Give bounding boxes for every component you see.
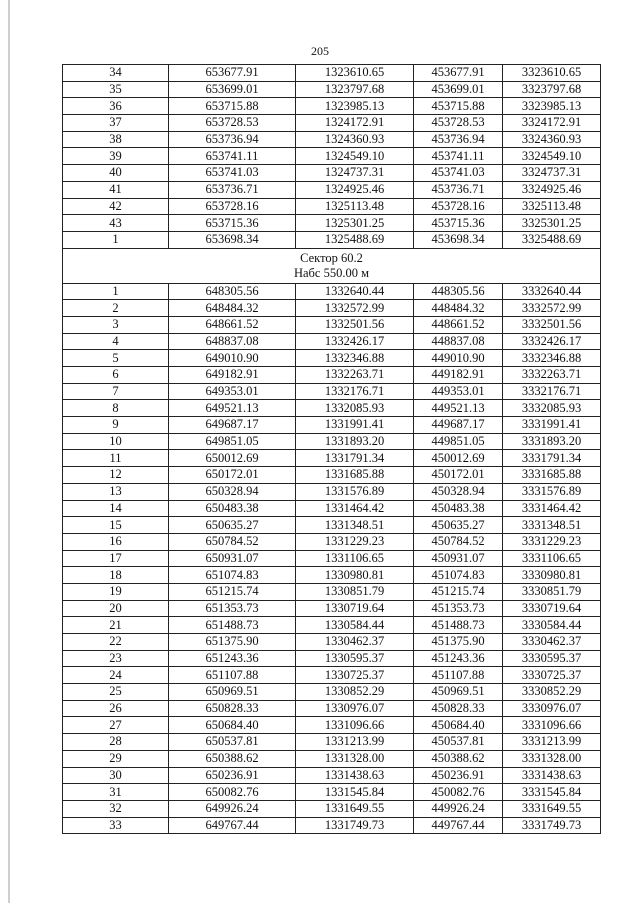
table-row: [63, 634, 601, 651]
point-number-cell: 30: [63, 767, 169, 784]
y-local-cell: 3331096.66: [503, 717, 601, 734]
y-coord-cell: 1324925.46: [296, 181, 414, 198]
point-number-cell: 1: [63, 283, 169, 300]
x-coord-cell: 649182.91: [169, 367, 296, 384]
x-local-cell: 453715.88: [414, 98, 503, 115]
point-number-cell: 18: [63, 567, 169, 584]
point-number-cell: 42: [63, 198, 169, 215]
x-coord-cell: 648837.08: [169, 333, 296, 350]
x-local-cell: 450537.81: [414, 734, 503, 751]
point-number-cell: 31: [63, 784, 169, 801]
x-coord-cell: 649521.13: [169, 400, 296, 417]
table-row: [63, 433, 601, 450]
y-local-cell: 3325488.69: [503, 231, 601, 248]
x-local-cell: 453728.16: [414, 198, 503, 215]
y-coord-cell: 1331438.63: [296, 767, 414, 784]
table-row: [63, 667, 601, 684]
x-local-cell: 450236.91: [414, 767, 503, 784]
table-row: [63, 81, 601, 98]
table-row: [63, 467, 601, 484]
x-local-cell: 449353.01: [414, 383, 503, 400]
point-number-cell: 6: [63, 367, 169, 384]
y-local-cell: 3324925.46: [503, 181, 601, 198]
point-number-cell: 7: [63, 383, 169, 400]
y-local-cell: 3330719.64: [503, 600, 601, 617]
point-number-cell: 13: [63, 483, 169, 500]
point-number-cell: 21: [63, 617, 169, 634]
table-row: [63, 533, 601, 550]
x-local-cell: 453741.11: [414, 148, 503, 165]
x-coord-cell: 649353.01: [169, 383, 296, 400]
sector-subtitle: Набс 550.00 м: [293, 265, 370, 280]
table-row: [63, 400, 601, 417]
point-number-cell: 15: [63, 517, 169, 534]
table-row: [63, 215, 601, 232]
table-row: [63, 115, 601, 132]
x-local-cell: 448661.52: [414, 316, 503, 333]
x-coord-cell: 650388.62: [169, 750, 296, 767]
x-coord-cell: 653728.16: [169, 198, 296, 215]
x-coord-cell: 649010.90: [169, 350, 296, 367]
y-coord-cell: 1332176.71: [296, 383, 414, 400]
point-number-cell: 43: [63, 215, 169, 232]
y-local-cell: 3325113.48: [503, 198, 601, 215]
point-number-cell: 11: [63, 450, 169, 467]
y-local-cell: 3330595.37: [503, 650, 601, 667]
y-local-cell: 3331213.99: [503, 734, 601, 751]
y-coord-cell: 1323985.13: [296, 98, 414, 115]
x-coord-cell: 649851.05: [169, 433, 296, 450]
y-coord-cell: 1331096.66: [296, 717, 414, 734]
y-local-cell: 3331438.63: [503, 767, 601, 784]
x-coord-cell: 649687.17: [169, 417, 296, 434]
y-coord-cell: 1332085.93: [296, 400, 414, 417]
y-local-cell: 3331106.65: [503, 550, 601, 567]
sector-row: [63, 248, 601, 283]
sector-cell: [63, 248, 601, 283]
point-number-cell: 10: [63, 433, 169, 450]
y-local-cell: 3330851.79: [503, 583, 601, 600]
x-local-cell: 449182.91: [414, 367, 503, 384]
point-number-cell: 28: [63, 734, 169, 751]
x-local-cell: 450969.51: [414, 684, 503, 701]
point-number-cell: 3: [63, 316, 169, 333]
y-local-cell: 3331991.41: [503, 417, 601, 434]
y-coord-cell: 1323610.65: [296, 65, 414, 82]
x-local-cell: 451107.88: [414, 667, 503, 684]
x-coord-cell: 653728.53: [169, 115, 296, 132]
x-coord-cell: 650537.81: [169, 734, 296, 751]
y-local-cell: 3324549.10: [503, 148, 601, 165]
point-number-cell: 36: [63, 98, 169, 115]
x-coord-cell: 653715.88: [169, 98, 296, 115]
table-row: [63, 98, 601, 115]
y-local-cell: 3331893.20: [503, 433, 601, 450]
x-local-cell: 449687.17: [414, 417, 503, 434]
y-coord-cell: 1331649.55: [296, 800, 414, 817]
x-local-cell: 451375.90: [414, 634, 503, 651]
point-number-cell: 23: [63, 650, 169, 667]
point-number-cell: 39: [63, 148, 169, 165]
table-row: [63, 483, 601, 500]
x-coord-cell: 648661.52: [169, 316, 296, 333]
y-coord-cell: 1330851.79: [296, 583, 414, 600]
point-number-cell: 37: [63, 115, 169, 132]
y-coord-cell: 1332572.99: [296, 300, 414, 317]
x-local-cell: 453736.94: [414, 131, 503, 148]
x-coord-cell: 653715.36: [169, 215, 296, 232]
y-coord-cell: 1330595.37: [296, 650, 414, 667]
y-coord-cell: 1324172.91: [296, 115, 414, 132]
y-local-cell: 3323610.65: [503, 65, 601, 82]
x-local-cell: 450082.76: [414, 784, 503, 801]
y-local-cell: 3330462.37: [503, 634, 601, 651]
x-local-cell: 449521.13: [414, 400, 503, 417]
point-number-cell: 29: [63, 750, 169, 767]
point-number-cell: 22: [63, 634, 169, 651]
table-row: [63, 350, 601, 367]
x-coord-cell: 653736.94: [169, 131, 296, 148]
table-row: [63, 583, 601, 600]
x-coord-cell: 651215.74: [169, 583, 296, 600]
y-coord-cell: 1331576.89: [296, 483, 414, 500]
y-coord-cell: 1331545.84: [296, 784, 414, 801]
y-local-cell: 3331791.34: [503, 450, 601, 467]
point-number-cell: 14: [63, 500, 169, 517]
x-local-cell: 453741.03: [414, 165, 503, 182]
y-coord-cell: 1332640.44: [296, 283, 414, 300]
y-local-cell: 3330980.81: [503, 567, 601, 584]
table-row: [63, 231, 601, 248]
y-local-cell: 3332640.44: [503, 283, 601, 300]
point-number-cell: 34: [63, 65, 169, 82]
x-local-cell: 451074.83: [414, 567, 503, 584]
point-number-cell: 16: [63, 533, 169, 550]
x-coord-cell: 653677.91: [169, 65, 296, 82]
y-local-cell: 3331576.89: [503, 483, 601, 500]
x-local-cell: 453698.34: [414, 231, 503, 248]
table-row: [63, 550, 601, 567]
table-row: [63, 450, 601, 467]
coordinates-table: [62, 64, 601, 834]
y-coord-cell: 1330719.64: [296, 600, 414, 617]
x-local-cell: 450635.27: [414, 517, 503, 534]
point-number-cell: 8: [63, 400, 169, 417]
table-row: [63, 650, 601, 667]
y-local-cell: 3325301.25: [503, 215, 601, 232]
x-local-cell: 450172.01: [414, 467, 503, 484]
y-coord-cell: 1325113.48: [296, 198, 414, 215]
x-local-cell: 451243.36: [414, 650, 503, 667]
y-local-cell: 3332501.56: [503, 316, 601, 333]
x-coord-cell: 650828.33: [169, 700, 296, 717]
x-coord-cell: 653698.34: [169, 231, 296, 248]
table-row: [63, 65, 601, 82]
y-coord-cell: 1332426.17: [296, 333, 414, 350]
y-local-cell: 3331749.73: [503, 817, 601, 834]
x-coord-cell: 651488.73: [169, 617, 296, 634]
point-number-cell: 12: [63, 467, 169, 484]
x-local-cell: 449851.05: [414, 433, 503, 450]
x-coord-cell: 651353.73: [169, 600, 296, 617]
y-local-cell: 3331229.23: [503, 533, 601, 550]
y-local-cell: 3332572.99: [503, 300, 601, 317]
x-coord-cell: 648305.56: [169, 283, 296, 300]
x-local-cell: 450684.40: [414, 717, 503, 734]
x-local-cell: 448837.08: [414, 333, 503, 350]
table-row: [63, 333, 601, 350]
point-number-cell: 24: [63, 667, 169, 684]
table-row: [63, 500, 601, 517]
y-local-cell: 3331464.42: [503, 500, 601, 517]
x-local-cell: 448305.56: [414, 283, 503, 300]
x-local-cell: 451488.73: [414, 617, 503, 634]
x-coord-cell: 651107.88: [169, 667, 296, 684]
y-coord-cell: 1331106.65: [296, 550, 414, 567]
table-row: [63, 198, 601, 215]
point-number-cell: 1: [63, 231, 169, 248]
table-row: [63, 717, 601, 734]
y-coord-cell: 1325488.69: [296, 231, 414, 248]
y-coord-cell: 1331464.42: [296, 500, 414, 517]
x-local-cell: 450328.94: [414, 483, 503, 500]
x-local-cell: 450784.52: [414, 533, 503, 550]
y-local-cell: 3331685.88: [503, 467, 601, 484]
y-coord-cell: 1331749.73: [296, 817, 414, 834]
y-coord-cell: 1332501.56: [296, 316, 414, 333]
x-local-cell: 449767.44: [414, 817, 503, 834]
y-coord-cell: 1324737.31: [296, 165, 414, 182]
table-body-bottom: [63, 283, 601, 834]
table-body-top: [63, 65, 601, 249]
point-number-cell: 19: [63, 583, 169, 600]
x-coord-cell: 650012.69: [169, 450, 296, 467]
table-row: [63, 131, 601, 148]
x-local-cell: 453715.36: [414, 215, 503, 232]
x-local-cell: 449926.24: [414, 800, 503, 817]
y-coord-cell: 1325301.25: [296, 215, 414, 232]
y-coord-cell: 1331213.99: [296, 734, 414, 751]
table-row: [63, 517, 601, 534]
sector-header: [63, 248, 601, 283]
y-coord-cell: 1331893.20: [296, 433, 414, 450]
y-coord-cell: 1331229.23: [296, 533, 414, 550]
x-local-cell: 453699.01: [414, 81, 503, 98]
table-row: [63, 800, 601, 817]
sector-title: Сектор 60.2: [300, 250, 363, 265]
point-number-cell: 17: [63, 550, 169, 567]
x-coord-cell: 653699.01: [169, 81, 296, 98]
table-row: [63, 165, 601, 182]
y-local-cell: 3330725.37: [503, 667, 601, 684]
y-coord-cell: 1332346.88: [296, 350, 414, 367]
y-coord-cell: 1330852.29: [296, 684, 414, 701]
x-coord-cell: 649767.44: [169, 817, 296, 834]
point-number-cell: 32: [63, 800, 169, 817]
table-row: [63, 700, 601, 717]
y-coord-cell: 1331991.41: [296, 417, 414, 434]
table-row: [63, 617, 601, 634]
table-row: [63, 367, 601, 384]
point-number-cell: 20: [63, 600, 169, 617]
y-local-cell: 3330852.29: [503, 684, 601, 701]
y-coord-cell: 1324549.10: [296, 148, 414, 165]
y-local-cell: 3323985.13: [503, 98, 601, 115]
table-row: [63, 784, 601, 801]
y-local-cell: 3331649.55: [503, 800, 601, 817]
x-coord-cell: 650931.07: [169, 550, 296, 567]
x-local-cell: 451353.73: [414, 600, 503, 617]
x-coord-cell: 651375.90: [169, 634, 296, 651]
y-coord-cell: 1331791.34: [296, 450, 414, 467]
y-coord-cell: 1332263.71: [296, 367, 414, 384]
table-row: [63, 417, 601, 434]
y-local-cell: 3323797.68: [503, 81, 601, 98]
y-coord-cell: 1324360.93: [296, 131, 414, 148]
table-row: [63, 767, 601, 784]
y-local-cell: 3330584.44: [503, 617, 601, 634]
x-local-cell: 451215.74: [414, 583, 503, 600]
table-row: [63, 817, 601, 834]
scan-edge-mark: [8, 0, 10, 903]
x-local-cell: 448484.32: [414, 300, 503, 317]
x-local-cell: 453736.71: [414, 181, 503, 198]
table-row: [63, 383, 601, 400]
table-row: [63, 684, 601, 701]
point-number-cell: 27: [63, 717, 169, 734]
y-local-cell: 3331545.84: [503, 784, 601, 801]
x-coord-cell: 651074.83: [169, 567, 296, 584]
x-local-cell: 450388.62: [414, 750, 503, 767]
point-number-cell: 9: [63, 417, 169, 434]
table-row: [63, 567, 601, 584]
y-local-cell: 3332176.71: [503, 383, 601, 400]
table-row: [63, 750, 601, 767]
y-local-cell: 3332085.93: [503, 400, 601, 417]
y-local-cell: 3331328.00: [503, 750, 601, 767]
x-coord-cell: 650483.38: [169, 500, 296, 517]
y-local-cell: 3324172.91: [503, 115, 601, 132]
table-row: [63, 283, 601, 300]
x-coord-cell: 650082.76: [169, 784, 296, 801]
x-coord-cell: 650784.52: [169, 533, 296, 550]
y-coord-cell: 1330980.81: [296, 567, 414, 584]
x-local-cell: 453728.53: [414, 115, 503, 132]
x-coord-cell: 651243.36: [169, 650, 296, 667]
y-coord-cell: 1330584.44: [296, 617, 414, 634]
y-local-cell: 3324360.93: [503, 131, 601, 148]
y-coord-cell: 1331685.88: [296, 467, 414, 484]
y-local-cell: 3330976.07: [503, 700, 601, 717]
table-row: [63, 600, 601, 617]
x-local-cell: 450483.38: [414, 500, 503, 517]
point-number-cell: 38: [63, 131, 169, 148]
x-coord-cell: 650969.51: [169, 684, 296, 701]
y-local-cell: 3332426.17: [503, 333, 601, 350]
x-local-cell: 449010.90: [414, 350, 503, 367]
x-coord-cell: 650635.27: [169, 517, 296, 534]
y-local-cell: 3324737.31: [503, 165, 601, 182]
x-coord-cell: 650236.91: [169, 767, 296, 784]
point-number-cell: 41: [63, 181, 169, 198]
y-coord-cell: 1330725.37: [296, 667, 414, 684]
x-coord-cell: 653741.11: [169, 148, 296, 165]
table-row: [63, 316, 601, 333]
point-number-cell: 2: [63, 300, 169, 317]
page-number: 205: [311, 44, 329, 58]
y-coord-cell: 1330976.07: [296, 700, 414, 717]
x-coord-cell: 650328.94: [169, 483, 296, 500]
x-local-cell: 450828.33: [414, 700, 503, 717]
x-coord-cell: 653736.71: [169, 181, 296, 198]
x-coord-cell: 650172.01: [169, 467, 296, 484]
x-local-cell: 453677.91: [414, 65, 503, 82]
point-number-cell: 35: [63, 81, 169, 98]
point-number-cell: 25: [63, 684, 169, 701]
y-coord-cell: 1330462.37: [296, 634, 414, 651]
table-row: [63, 181, 601, 198]
table-row: [63, 734, 601, 751]
y-local-cell: 3332346.88: [503, 350, 601, 367]
table-row: [63, 300, 601, 317]
point-number-cell: 33: [63, 817, 169, 834]
x-coord-cell: 649926.24: [169, 800, 296, 817]
x-local-cell: 450012.69: [414, 450, 503, 467]
x-coord-cell: 648484.32: [169, 300, 296, 317]
y-coord-cell: 1331348.51: [296, 517, 414, 534]
table-row: [63, 148, 601, 165]
x-coord-cell: 650684.40: [169, 717, 296, 734]
point-number-cell: 5: [63, 350, 169, 367]
x-coord-cell: 653741.03: [169, 165, 296, 182]
x-local-cell: 450931.07: [414, 550, 503, 567]
y-local-cell: 3331348.51: [503, 517, 601, 534]
point-number-cell: 4: [63, 333, 169, 350]
y-coord-cell: 1331328.00: [296, 750, 414, 767]
point-number-cell: 26: [63, 700, 169, 717]
y-local-cell: 3332263.71: [503, 367, 601, 384]
point-number-cell: 40: [63, 165, 169, 182]
y-coord-cell: 1323797.68: [296, 81, 414, 98]
